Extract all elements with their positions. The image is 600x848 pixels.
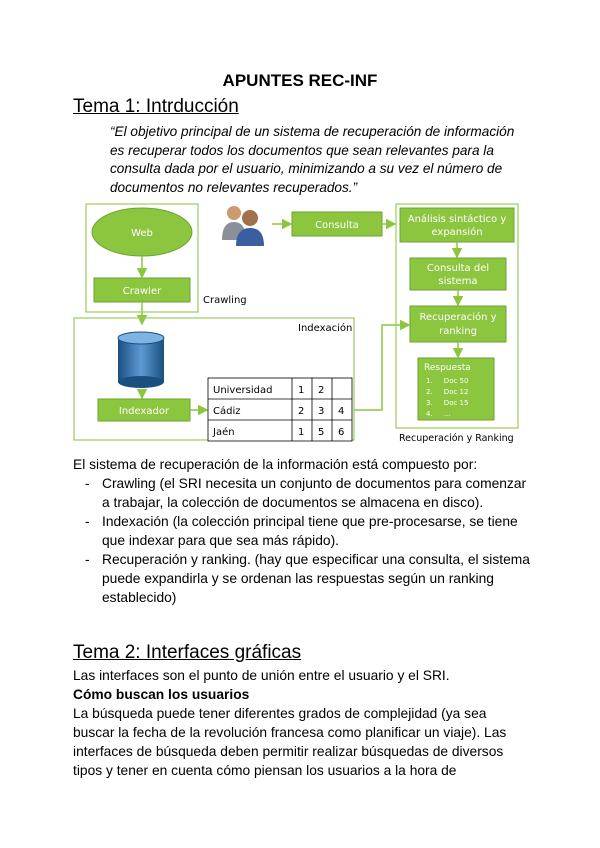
table-cell: 2 <box>298 406 305 417</box>
table-cell: Cádiz <box>213 406 241 417</box>
crawling-label: Crawling <box>203 295 247 306</box>
database-icon <box>118 332 164 388</box>
recuperacion-label-2: ranking <box>439 326 477 337</box>
list-item: - Crawling (el SRI necesita un conjunto de documentos para comenzar a trabajar, la colección de documentos se almacena en disco). <box>73 474 533 512</box>
table-cell: 2 <box>318 385 325 396</box>
indexacion-label: Indexación <box>298 323 353 334</box>
index-table <box>208 378 352 441</box>
users-icon <box>222 206 264 246</box>
respuesta-item: 2. Doc 12 <box>426 388 469 396</box>
recuperacion-label-1: Recuperación y <box>419 312 497 323</box>
table-cell: 6 <box>338 427 345 438</box>
list-item: - Recuperación y ranking. (hay que especificar una consulta, el sistema puede expandirla y se ordenan las respuestas según un ranking establecido) <box>73 550 533 607</box>
table-cell: 3 <box>318 406 325 417</box>
table-cell: 5 <box>318 427 325 438</box>
analisis-label-2: expansión <box>431 227 483 238</box>
section2-intro: Las interfaces son el punto de unión entre el usuario y el SRI. <box>73 668 450 683</box>
table-cell: 1 <box>298 427 305 438</box>
consulta-label: Consulta <box>315 220 359 231</box>
table-cell: 4 <box>338 406 345 417</box>
section2-subheading: Cómo buscan los usuarios <box>73 687 250 702</box>
document-title: APUNTES REC-INF <box>222 71 378 90</box>
table-cell: Jaén <box>213 427 235 438</box>
respuesta-item: 1. Doc 50 <box>426 377 469 385</box>
crawler-label: Crawler <box>122 286 162 297</box>
component-list <box>73 474 533 607</box>
section1-heading: Tema 1: Intrducción <box>73 96 239 117</box>
respuesta-item: 3. Doc 15 <box>426 399 469 407</box>
analisis-label-1: Análisis sintáctico y <box>407 214 507 225</box>
respuesta-title: Respuesta <box>424 363 471 373</box>
ranking-label: Recuperación y Ranking <box>399 433 514 444</box>
indexador-label: Indexador <box>118 406 170 417</box>
table-cell: 1 <box>298 385 305 396</box>
section1-quote: “El objetivo principal de un sistema de recuperación de información es recuperar todos los documentos que sean relevantes para la consulta dada por el usuario, minimizando a su vez el número de documentos no relevantes recuperados.” <box>110 124 515 195</box>
consulta-sistema-label-2: sistema <box>438 276 478 287</box>
web-label: Web <box>131 228 153 239</box>
section1-intro: El sistema de recuperación de la información está compuesto por: <box>73 457 478 472</box>
respuesta-item: 4. ... <box>426 410 451 418</box>
section2-paragraph: La búsqueda puede tener diferentes grados de complejidad (ya sea buscar la fecha de la revolución francesa como planificar un viaje). Las interfaces de búsqueda deben permitir realizar búsquedas de diversos tipos y tener en cuenta cómo piensan los usuarios a la hora de <box>73 706 507 778</box>
section2-heading: Tema 2: Interfaces gráficas <box>73 642 302 663</box>
list-item: - Indexación (la colección principal tiene que pre-procesarse, se tiene que indexar para que sea más rápido). <box>73 512 533 550</box>
consulta-sistema-label-1: Consulta del <box>426 263 490 274</box>
ir-system-diagram <box>72 200 532 448</box>
table-cell: Universidad <box>213 385 273 396</box>
